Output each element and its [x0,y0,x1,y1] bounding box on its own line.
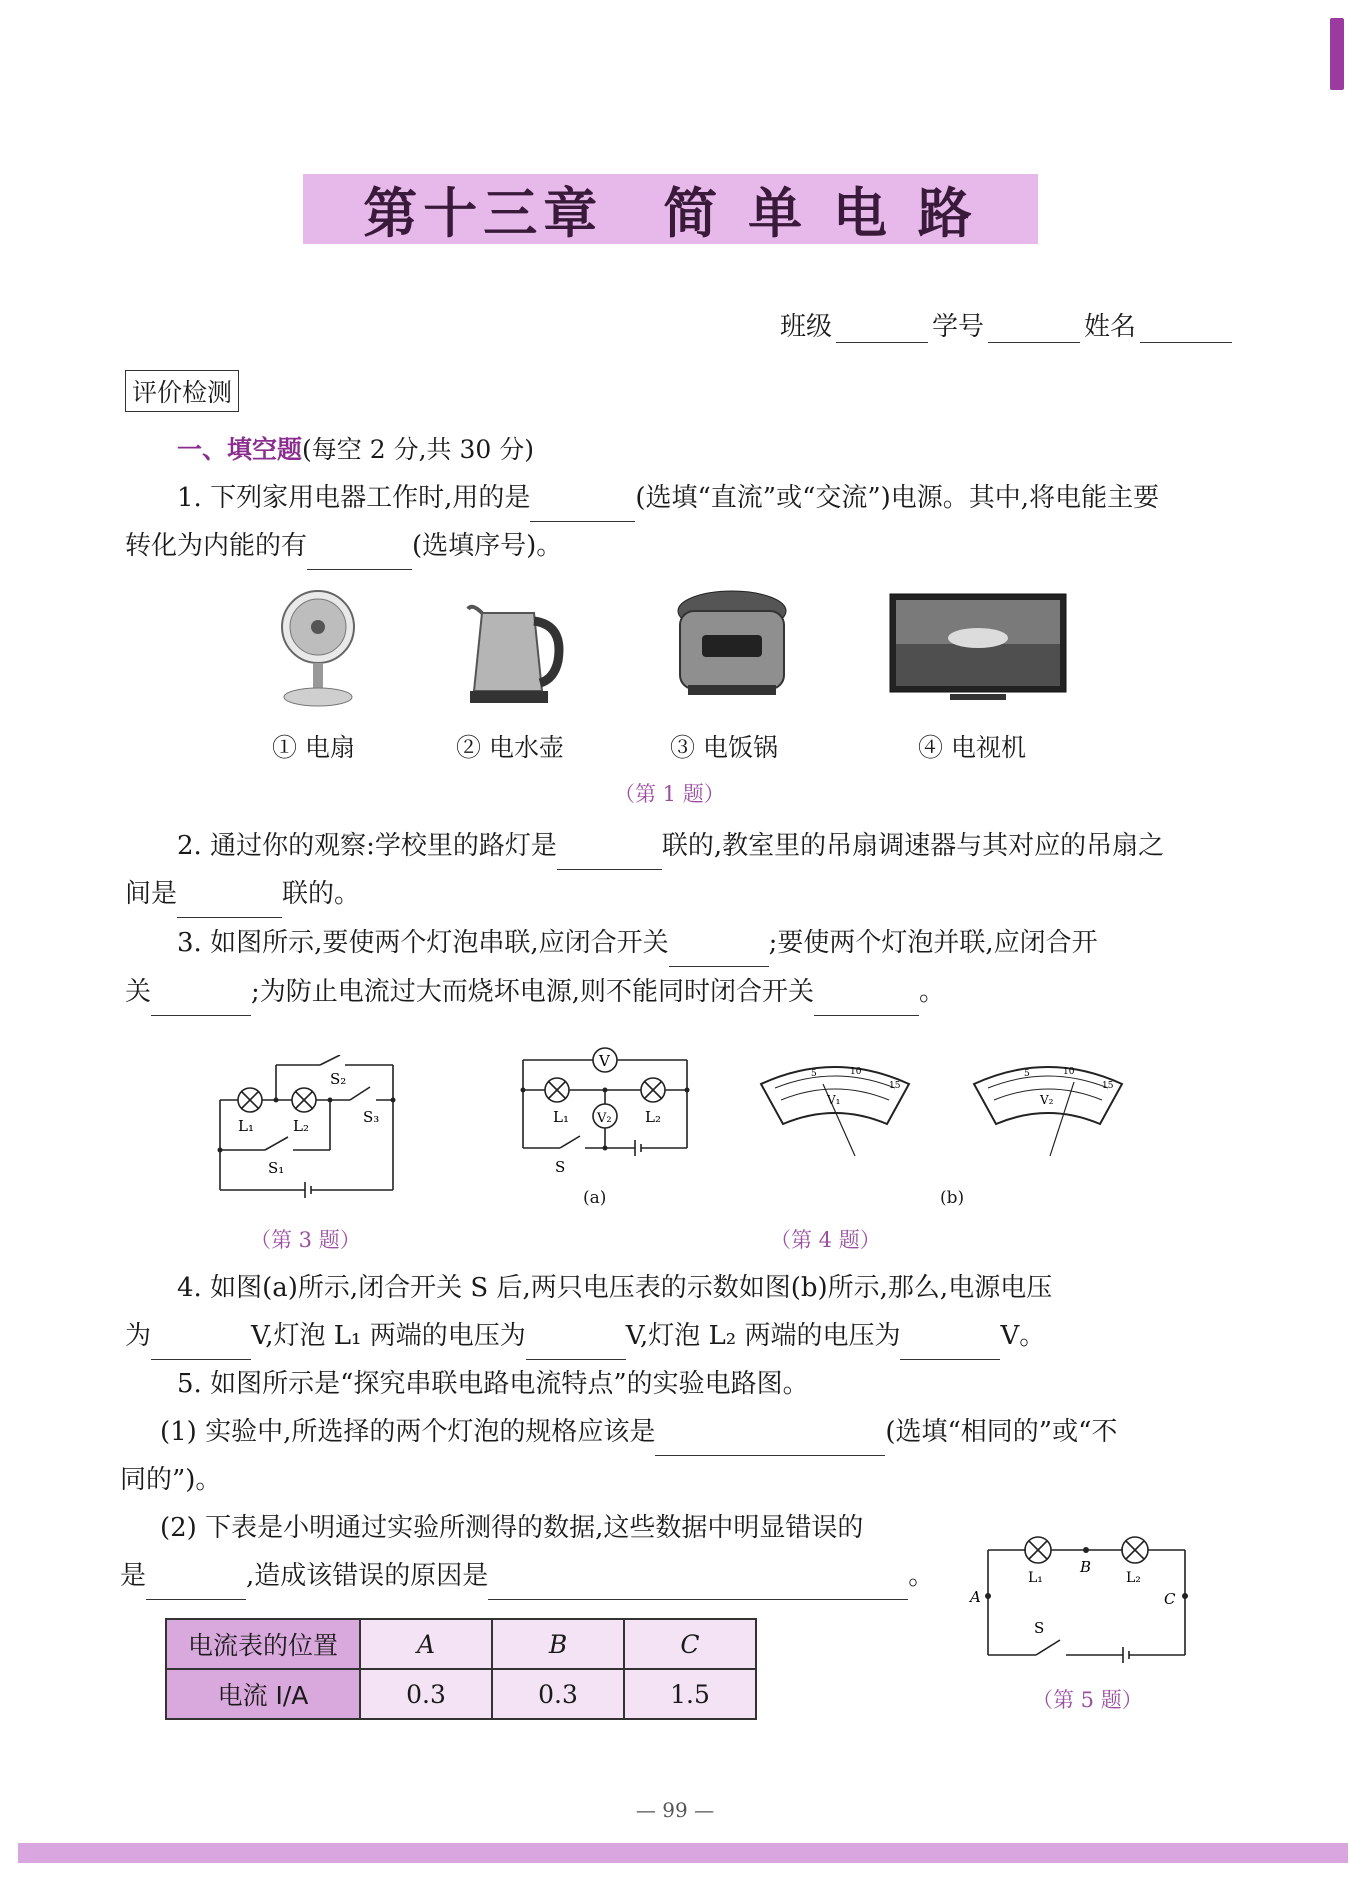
meter1-scale-15: 15 [889,1081,901,1091]
appliance-label-3: ③ 电饭锅 [670,733,778,762]
meter1-scale-5: 5 [811,1069,817,1079]
meter1-scale-10: 10 [850,1067,862,1077]
meter2-scale-5: 5 [1024,1069,1030,1079]
class-label: 班级 [780,312,833,342]
q4-sub-b: (b) [940,1188,965,1208]
q3-line1: 3. 如图所示,要使两个灯泡串联,应闭合开关 ;要使两个灯泡并联,应闭合开 [177,919,1098,967]
table-row [166,1669,756,1719]
q5-blank2[interactable] [146,1573,246,1600]
q5-label-c: C [1164,1590,1176,1608]
q1-line2: 转化为内能的有 (选填序号)。 [125,522,562,570]
chapter-title: 第十三章 简 单 电 路 [363,181,978,245]
meter1-label: V₁ [827,1093,841,1107]
q5-part1-line2: 同的”)。 [120,1465,222,1495]
q3-line2: 关 ;为防止电流过大而烧坏电源,则不能同时闭合开关 。 [125,968,945,1016]
current-data-table [165,1618,757,1720]
q5-blank3[interactable] [488,1573,908,1600]
q5-label-l2: L₂ [1126,1570,1141,1586]
voltmeter-2-image [968,1060,1128,1160]
q4-label-v: V [599,1052,610,1070]
q4-blank2[interactable] [526,1333,626,1360]
q5-part2-line2: 是 ,造成该错误的原因是 。 [120,1552,934,1600]
q3-label-l1: L₁ [238,1117,254,1135]
appliance-label-4: ④ 电视机 [918,733,1026,762]
appliance-label-2: ② 电水壶 [456,733,564,762]
table-cell-value-c: 1.5 [624,1669,756,1719]
q5-part1-line1: (1) 实验中,所选择的两个灯泡的规格应该是 (选填“相同的”或“不 [160,1408,1117,1456]
q4-line1: 4. 如图(a)所示,闭合开关 S 后,两只电压表的示数如图(b)所示,那么,电源电压 [177,1273,1053,1303]
meter2-scale-10: 10 [1063,1067,1075,1077]
q1-caption: （第 1 题） [614,782,725,806]
table-cell-c: C [624,1619,756,1669]
q3-blank1[interactable] [669,940,769,967]
q2-blank2[interactable] [177,891,282,918]
tv-image [888,592,1068,710]
q5-label-s: S [1034,1619,1045,1637]
q2-line1: 2. 通过你的观察:学校里的路灯是 联的,教室里的吊扇调速器与其对应的吊扇之 [177,822,1164,870]
name-blank[interactable] [1140,318,1232,343]
footer-band [18,1843,1348,1863]
q3-label-s2: S₂ [330,1070,347,1088]
q3-blank2[interactable] [151,989,251,1016]
table-cell-value-a: 0.3 [360,1669,492,1719]
id-blank[interactable] [988,318,1080,343]
q2-blank1[interactable] [557,843,662,870]
q4-label-v2: V₂ [597,1111,612,1126]
fan-image [270,585,370,710]
table-header-current: 电流 I/A [166,1669,360,1719]
q5-label-a: A [970,1588,981,1606]
q4-caption: （第 4 题） [770,1228,881,1252]
q1-line1: 1. 下列家用电器工作时,用的是 (选填“直流”或“交流”)电源。其中,将电能主要 [177,474,1159,522]
student-info-row [780,306,1236,343]
rice-cooker-image [672,585,797,710]
kettle-image [462,595,572,710]
q4-label-s: S [555,1158,566,1176]
q5-label-l1: L₁ [1028,1570,1043,1586]
chapter-banner [303,174,1038,244]
class-blank[interactable] [836,318,928,343]
q5-circuit-diagram [968,1530,1198,1675]
section-tag: 评价检测 [125,370,239,412]
q4-blank3[interactable] [900,1333,1000,1360]
q1-blank2[interactable] [307,543,412,570]
q3-label-s3: S₃ [363,1108,380,1126]
q3-blank3[interactable] [814,989,919,1016]
q5-caption: （第 5 题） [1032,1688,1143,1712]
meter2-label: V₂ [1040,1093,1054,1107]
q1-blank1[interactable] [530,495,635,522]
id-label: 学号 [932,312,985,342]
q3-label-l2: L₂ [293,1117,309,1135]
q2-line2: 间是 联的。 [125,870,360,918]
section-note: (每空 2 分,共 30 分) [302,435,534,464]
section-title-text: 一、填空题 [177,435,303,464]
table-cell-value-b: 0.3 [492,1669,624,1719]
chapter-side-tab [1330,18,1344,90]
meter2-scale-15: 15 [1102,1081,1114,1091]
table-row [166,1619,756,1669]
section-title [177,430,534,466]
voltmeter-1-image [755,1060,915,1160]
q5-part2-line1: (2) 下表是小明通过实验所测得的数据,这些数据中明显错误的 [160,1513,864,1543]
table-cell-a: A [360,1619,492,1669]
q3-circuit-diagram [210,1055,410,1205]
page-number: — 99 — [635,1798,715,1822]
q3-label-s1: S₁ [268,1159,285,1177]
table-cell-b: B [492,1619,624,1669]
q4-blank1[interactable] [151,1333,251,1360]
q4-label-l1: L₁ [553,1108,569,1126]
q5-line1: 5. 如图所示是“探究串联电路电流特点”的实验电路图。 [177,1369,809,1399]
q4-sub-a: (a) [583,1188,607,1208]
q4-circuit-diagram-a [515,1040,695,1190]
table-header-position: 电流表的位置 [166,1619,360,1669]
q4-label-l2: L₂ [645,1108,661,1126]
q5-blank1[interactable] [655,1429,885,1456]
name-label: 姓名 [1084,312,1137,342]
q3-caption: （第 3 题） [250,1228,361,1252]
appliance-label-1: ① 电扇 [272,733,355,762]
q5-label-b: B [1080,1558,1092,1576]
q4-line2: 为 V,灯泡 L₁ 两端的电压为 V,灯泡 L₂ 两端的电压为 V。 [125,1312,1045,1360]
